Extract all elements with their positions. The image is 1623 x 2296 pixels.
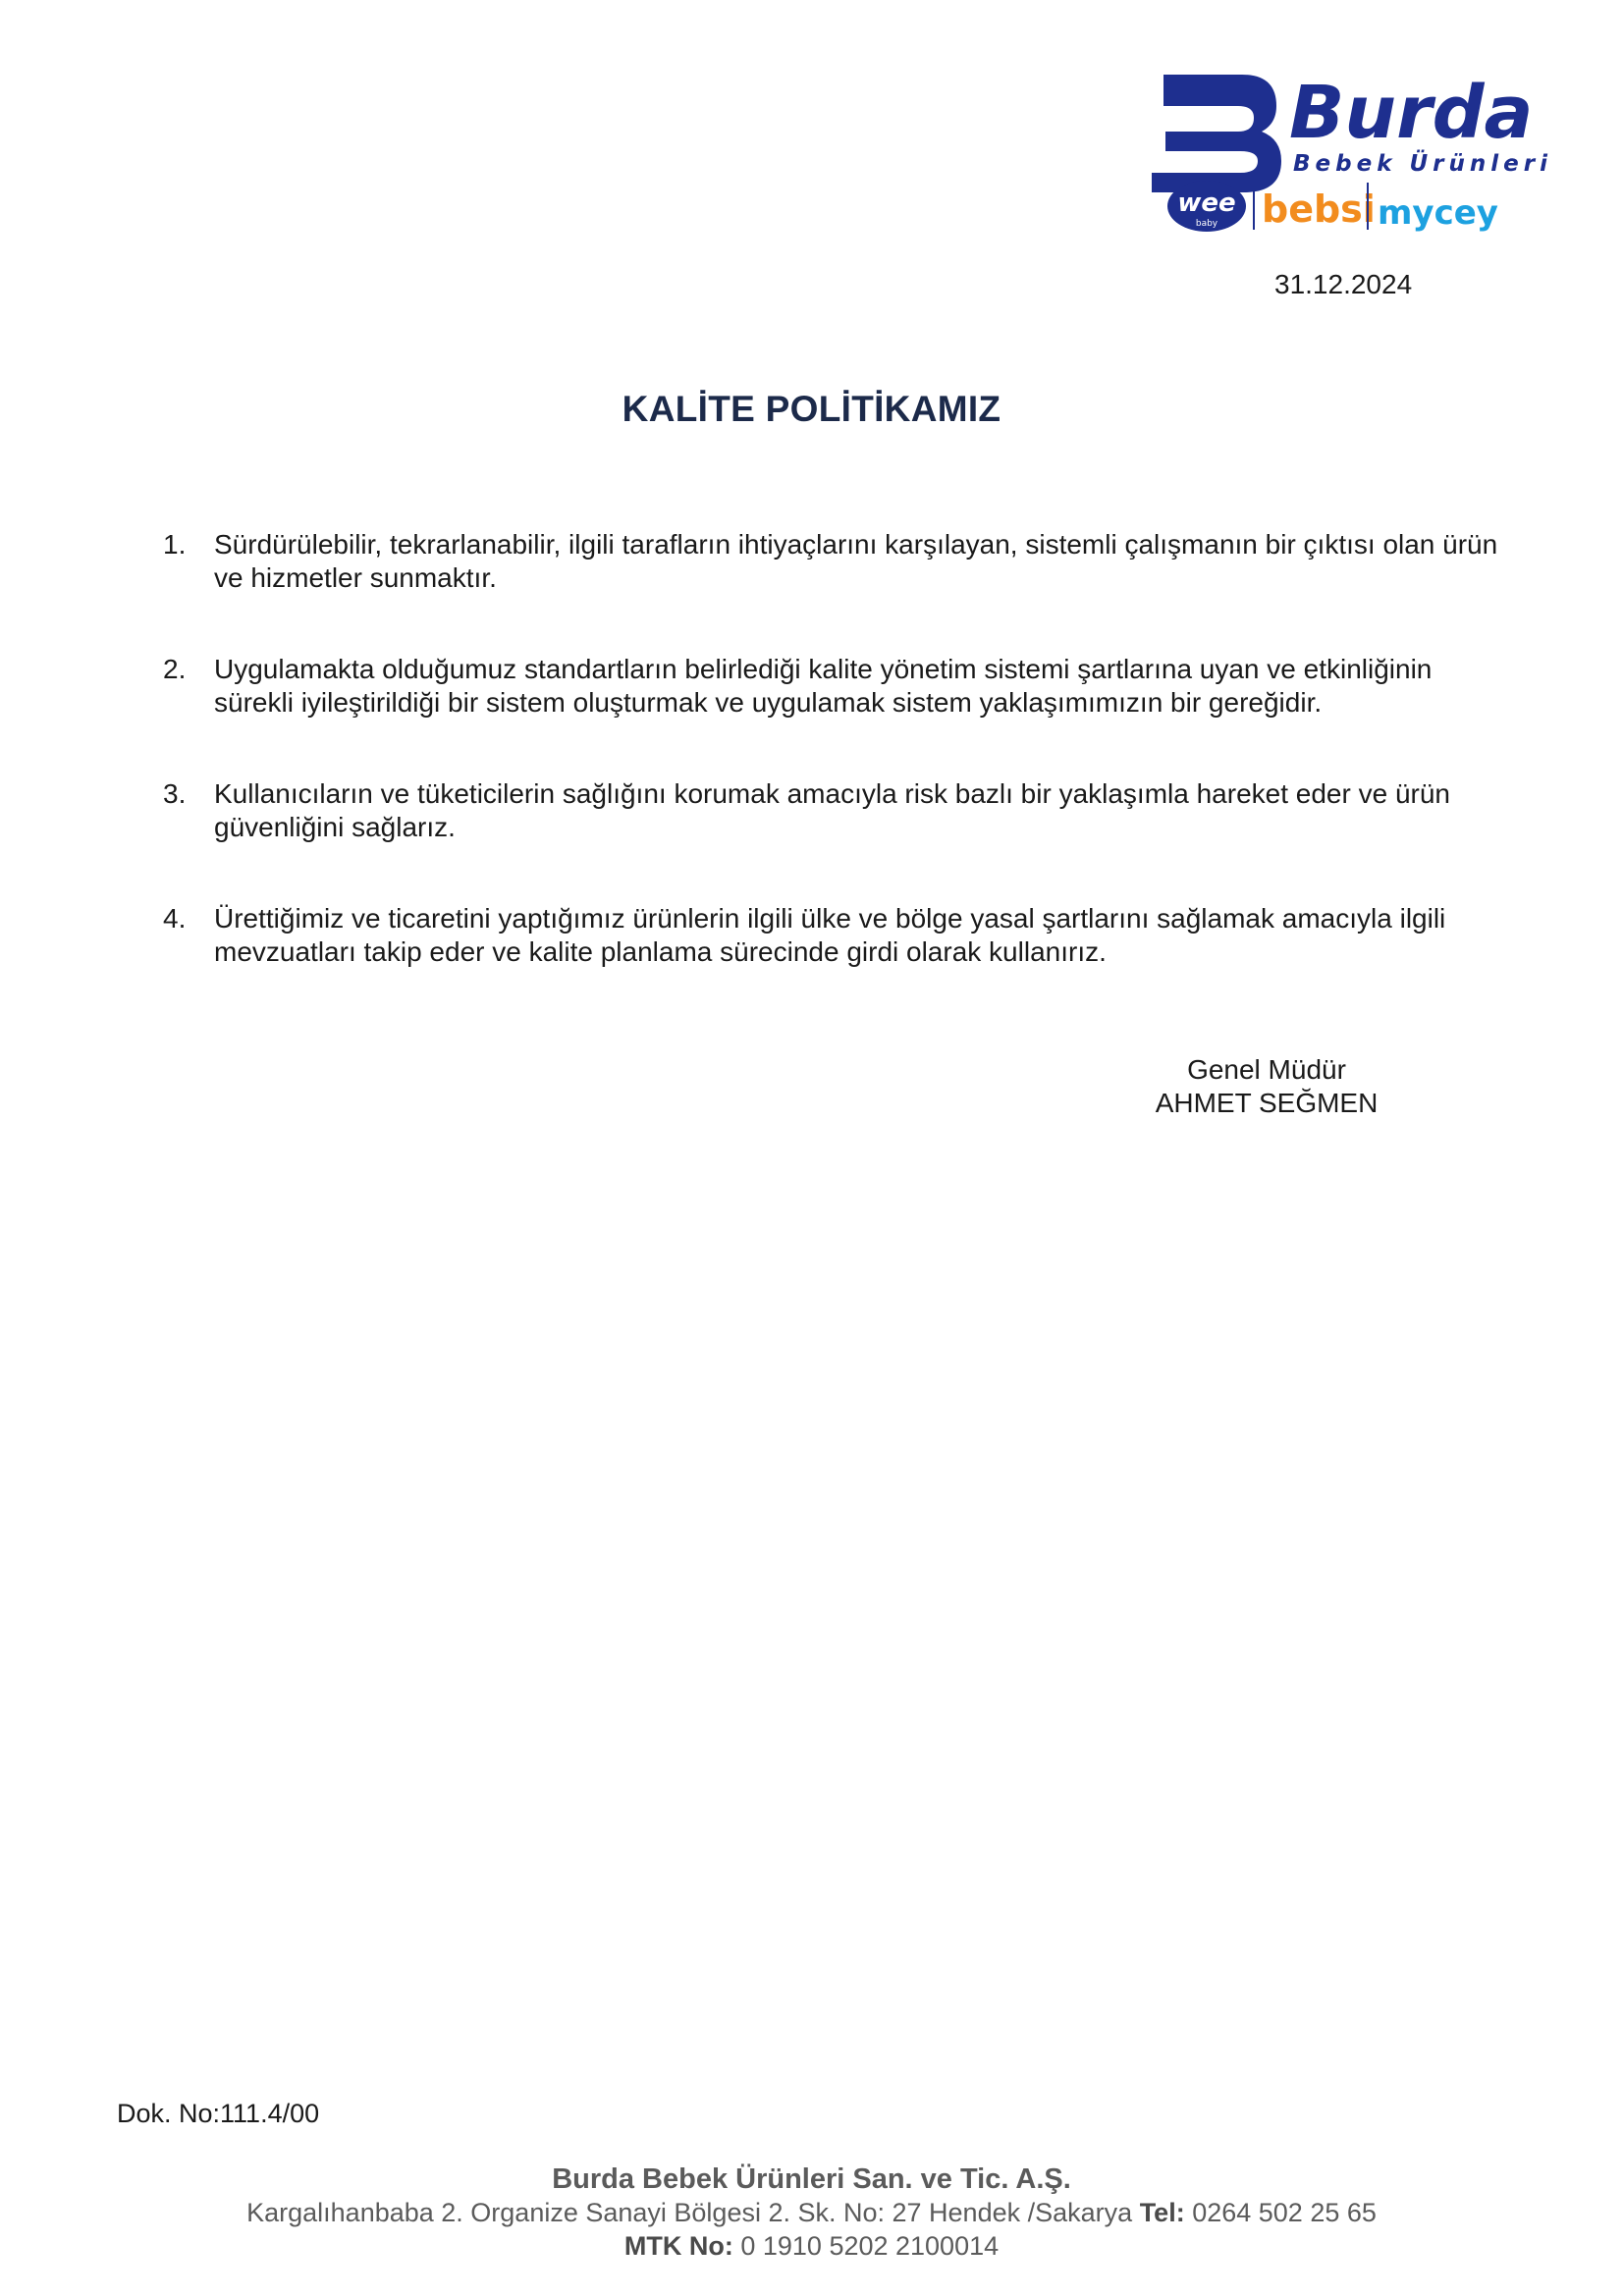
mycey-logo: mycey	[1378, 193, 1498, 233]
footer-tel: 0264 502 25 65	[1192, 2198, 1377, 2227]
wee-logo-text: wee	[1177, 188, 1236, 218]
company-logo	[1144, 67, 1556, 243]
policy-item	[163, 653, 1508, 720]
footer-address: Kargalıhanbaba 2. Organize Sanayi Bölgesi 2. Sk. No: 27 Hendek /Sakarya	[246, 2198, 1133, 2227]
policy-item-number: 2.	[163, 654, 187, 684]
policy-item-number: 3.	[163, 778, 187, 809]
footer-company: Burda Bebek Ürünleri San. ve Tic. A.Ş.	[552, 2163, 1071, 2195]
brand-name: Burda	[1289, 71, 1534, 155]
wee-baby-logo	[1167, 181, 1246, 232]
page-title: KALİTE POLİTİKAMIZ	[622, 389, 1001, 429]
signature-block	[1149, 1053, 1384, 1120]
footer-mtk: 0 1910 5202 2100014	[740, 2231, 1000, 2261]
policy-item-text: Kullanıcıların ve tüketicilerin sağlığını korumak amacıyla risk bazlı bir yaklaşımla hareket eder ve ürün güvenliğini sağlarız.	[214, 778, 1450, 842]
document-date: 31.12.2024	[1274, 269, 1413, 299]
footer-mtk-label: MTK No:	[623, 2231, 733, 2261]
signature-role: Genel Müdür	[1187, 1054, 1346, 1085]
policy-item-text: Ürettiğimiz ve ticaretini yaptığımız ürünlerin ilgili ülke ve bölge yasal şartlarını sağlamak amacıyla ilgili mevzuatları takip eder ve kalite planlama sürecinde girdi olarak kullanırız.	[214, 903, 1446, 967]
policy-item	[163, 528, 1508, 595]
page-footer	[0, 2163, 1623, 2263]
brand-subtitle: Bebek Ürünleri	[1293, 151, 1552, 177]
burda-b-mark	[1152, 75, 1281, 192]
footer-address-line	[0, 2196, 1623, 2229]
document-number: Dok. No:111.4/00	[117, 2099, 320, 2128]
policy-item-number: 1.	[163, 529, 187, 560]
bebsi-logo: bebsi	[1262, 187, 1376, 231]
baby-logo-text: baby	[1195, 219, 1218, 229]
footer-mtk-line	[0, 2229, 1623, 2263]
policy-item-text: Sürdürülebilir, tekrarlanabilir, ilgili tarafların ihtiyaçlarını karşılayan, sistemli çalışmanın bir çıktısı olan ürün ve hizmetler sunmaktır.	[214, 529, 1498, 593]
policy-item-text: Uygulamakta olduğumuz standartların belirlediği kalite yönetim sistemi şartlarına uyan ve etkinliğinin sürekli iyileştirildiği bir sistem oluşturmak ve uygulamak sistem yaklaşımımızın bir gereğidir.	[214, 654, 1433, 718]
policy-item-number: 4.	[163, 903, 187, 934]
policy-list	[163, 528, 1508, 1027]
policy-item	[163, 777, 1508, 844]
footer-tel-label: Tel:	[1139, 2198, 1185, 2227]
signature-name: AHMET SEĞMEN	[1155, 1088, 1379, 1118]
policy-item	[163, 902, 1508, 969]
